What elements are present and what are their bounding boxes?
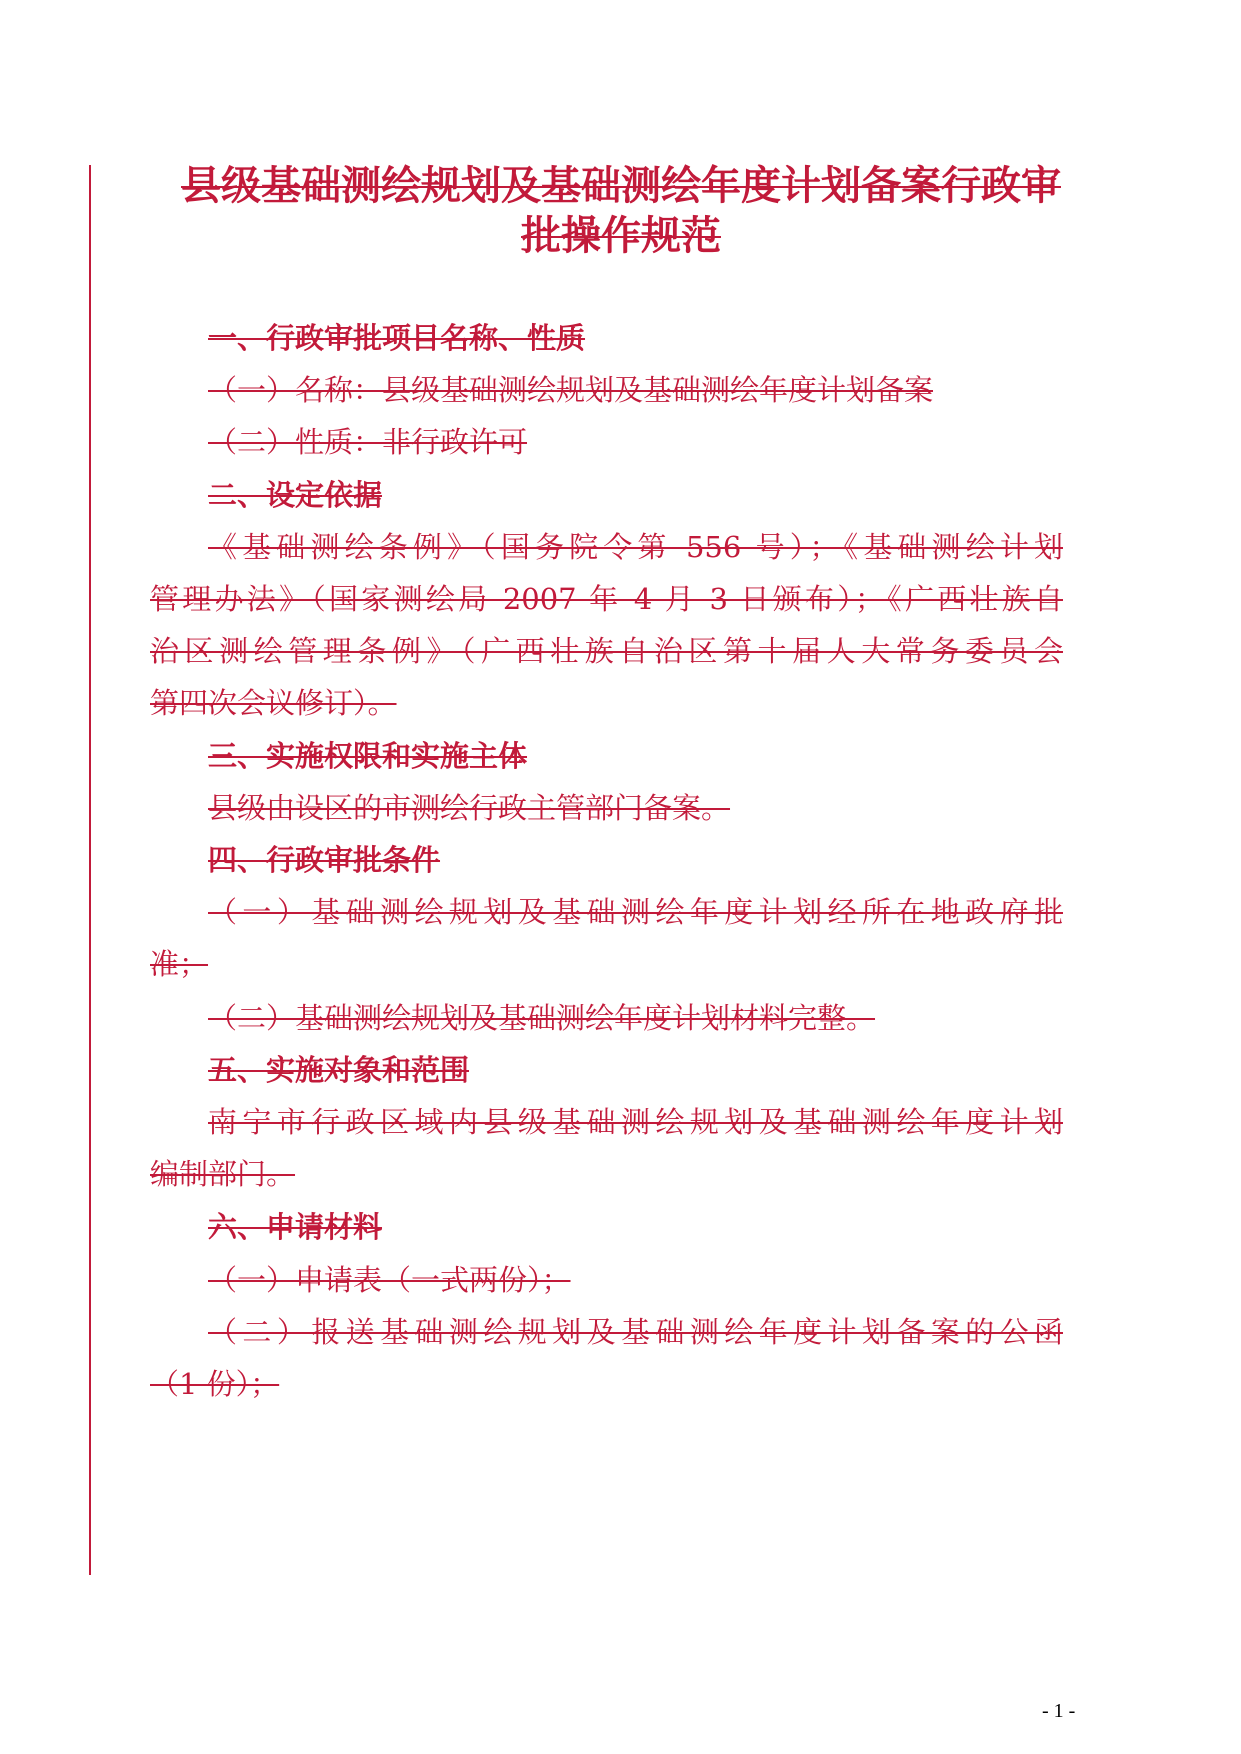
section-2-paragraph-line: 管理办法》（国家测绘局 2007 年 4 月 3 日颁布）；《广西壮族自 <box>150 582 1063 616</box>
section-4-heading: 四、行政审批条件 <box>208 843 441 877</box>
section-1-item-2: （二）性质：非行政许可 <box>208 425 528 459</box>
page-number: - 1 - <box>1042 1700 1076 1722</box>
section-3-heading: 三、实施权限和实施主体 <box>208 739 528 773</box>
section-5-paragraph-line: 南宁市行政区域内县级基础测绘规划及基础测绘年度计划 <box>208 1105 1063 1139</box>
section-1-item-1: （一）名称：县级基础测绘规划及基础测绘年度计划备案 <box>208 373 934 407</box>
section-5-paragraph-line: 编制部门。 <box>150 1157 296 1191</box>
section-2-paragraph-line: 第四次会议修订）。 <box>150 686 397 720</box>
section-6-item-1: （一）申请表（一式两份）； <box>208 1263 571 1297</box>
section-1-heading: 一、行政审批项目名称、性质 <box>208 321 586 355</box>
section-4-item-1-line: 准； <box>150 947 209 981</box>
section-4-item-2: （二）基础测绘规划及基础测绘年度计划材料完整。 <box>208 1001 876 1035</box>
section-4-item-1-line: （一）基础测绘规划及基础测绘年度计划经所在地政府批 <box>208 895 1063 929</box>
section-3-paragraph: 县级由设区的市测绘行政主管部门备案。 <box>208 791 731 825</box>
section-2-paragraph-line: 《基础测绘条例》（国务院令第 556 号）；《基础测绘计划 <box>208 530 1063 564</box>
section-5-heading: 五、实施对象和范围 <box>208 1053 470 1087</box>
document-title-line-2: 批操作规范 <box>521 212 721 259</box>
section-2-paragraph-line: 治区测绘管理条例》（广西壮族自治区第十届人大常务委员会 <box>150 634 1063 668</box>
section-6-item-2-line: （1 份）； <box>150 1367 280 1401</box>
section-2-heading: 二、设定依据 <box>208 478 383 512</box>
section-6-heading: 六、申请材料 <box>208 1210 383 1244</box>
section-6-item-2-line: （二）报送基础测绘规划及基础测绘年度计划备案的公函 <box>208 1315 1063 1349</box>
revision-change-bar <box>89 165 91 1575</box>
document-title-line-1: 县级基础测绘规划及基础测绘年度计划备案行政审 <box>181 162 1061 209</box>
